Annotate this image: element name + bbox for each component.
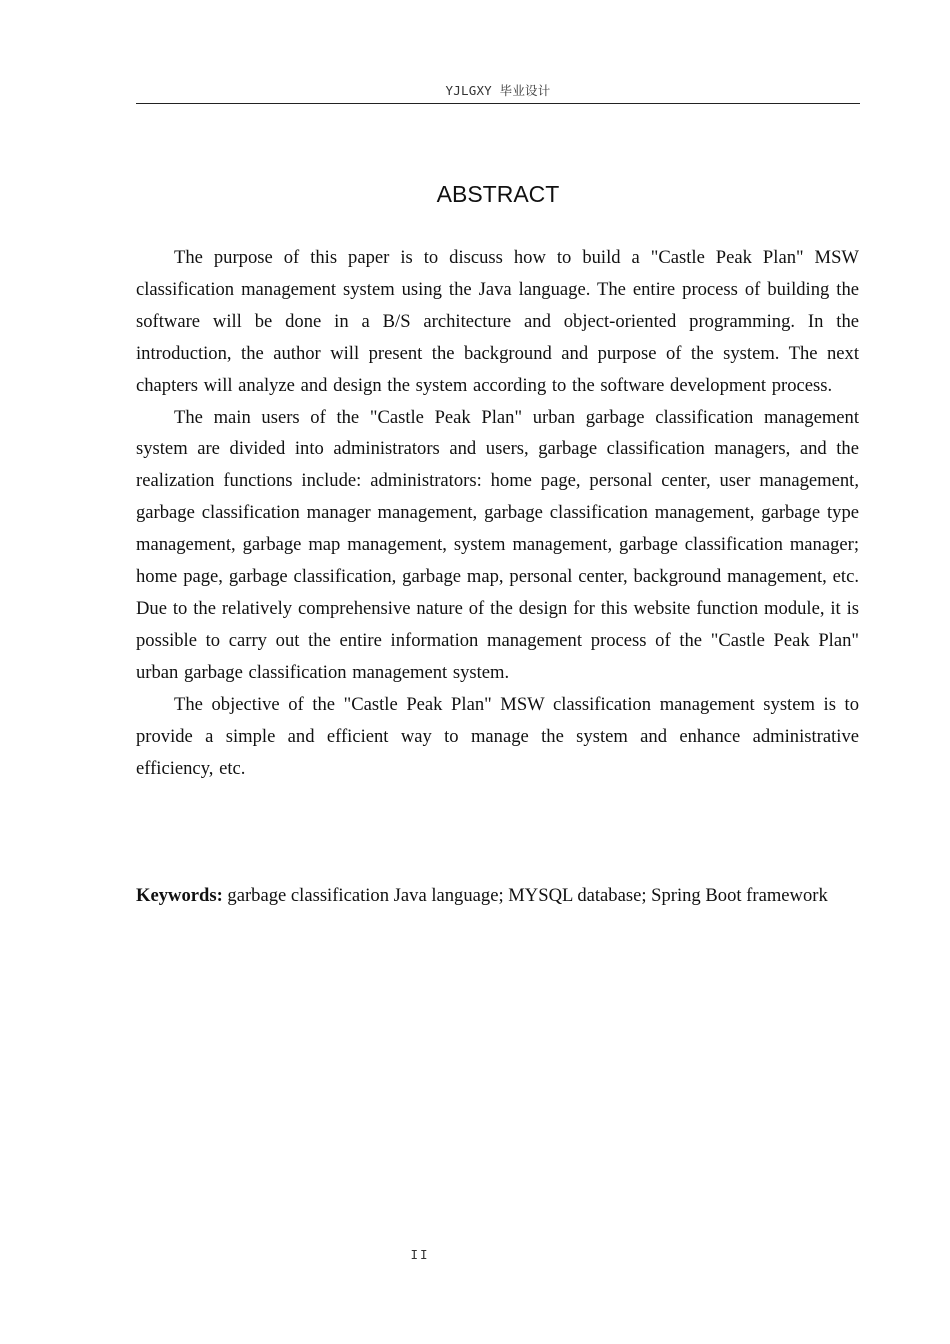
page-number: II <box>410 1247 430 1262</box>
running-header: YJLGXY 毕业设计 <box>445 83 551 98</box>
abstract-paragraph-2: The main users of the "Castle Peak Plan" urban garbage classification management system are divided into administrators and users, garbage classification managers, and the realization functions include: administrators: home page, personal center, user management, garbage classification manager management, garbage classification management, garbage type management, garbage map management, system management, garbage classification manager; home page, garbage classification, garbage map, personal center, background management, etc. Due to the relatively comprehensive nature of the design for this website function module, it is possible to carry out the entire information management process of the "Castle Peak Plan" urban garbage classification management system. <box>136 406 859 683</box>
header-rule <box>136 103 860 104</box>
abstract-title: ABSTRACT <box>436 181 560 207</box>
keywords-label: Keywords: <box>136 885 223 906</box>
abstract-paragraph-3: The objective of the "Castle Peak Plan" MSW classification management system is to provide a simple and efficient way to manage the system and enhance administrative efficiency, etc. <box>136 693 859 779</box>
abstract-body <box>136 242 859 784</box>
abstract-paragraph-1: The purpose of this paper is to discuss how to build a "Castle Peak Plan" MSW classification management system using the Java language. The entire process of building the software will be done in a B/S architecture and object-oriented programming. In the introduction, the author will present the background and purpose of the system. The next chapters will analyze and design the system according to the software development process. <box>136 247 859 396</box>
keywords-line <box>136 880 859 912</box>
keywords-text: garbage classification Java language; MYSQL database; Spring Boot framework <box>227 885 828 906</box>
